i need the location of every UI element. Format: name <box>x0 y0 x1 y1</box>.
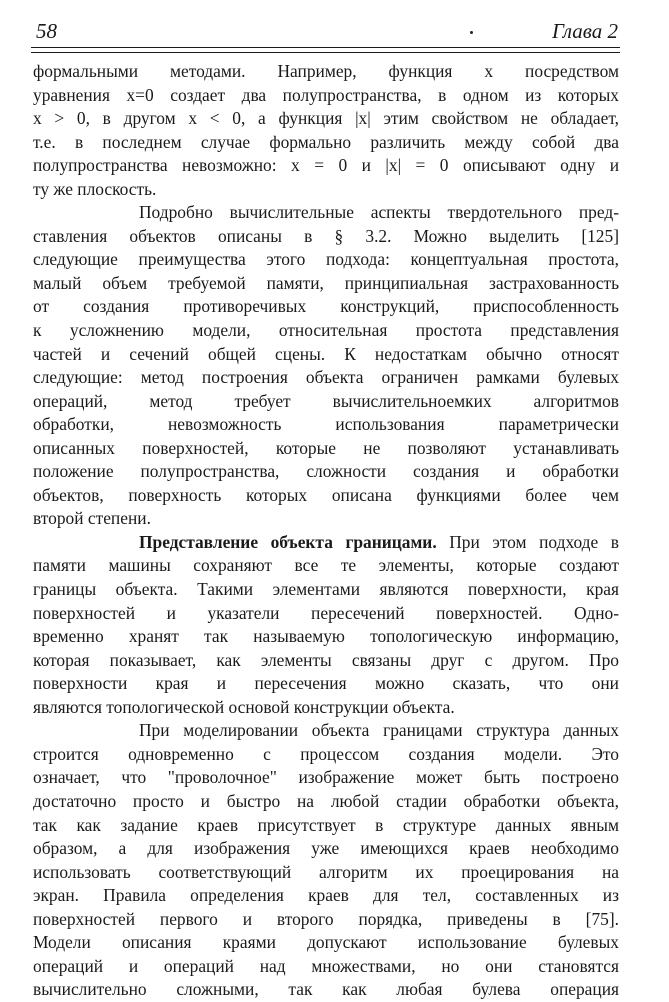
text-line <box>33 178 619 202</box>
text-line-content: При моделировании объекта границами структура данных <box>139 720 619 741</box>
text-line-content: ту же плоскость. <box>33 178 157 199</box>
text-line-content: так как задание краев присутствует в структуре данных явным <box>33 814 619 835</box>
text-line-content: операций и операций над множествами, но они становятся <box>33 955 619 976</box>
text-line <box>33 978 619 1002</box>
text-line <box>33 554 619 578</box>
text-line-content: достаточно просто и быстро на любой стадии обработки объекта, <box>33 790 619 811</box>
header-dot <box>470 31 473 34</box>
text-line-content: ставления объектов описаны в § 3.2. Можно выделить [125] <box>33 225 619 246</box>
text-line <box>33 60 619 84</box>
text-line <box>33 295 619 319</box>
text-line <box>33 413 619 437</box>
text-line-content: второй степени. <box>33 508 151 529</box>
text-line <box>33 225 619 249</box>
text-line <box>33 743 619 767</box>
section-run-in-heading: Представление объекта границами. <box>139 531 437 552</box>
text-line <box>33 625 619 649</box>
text-line <box>33 366 619 390</box>
text-line-content: следующие преимущества этого подхода: концептуальная простота, <box>33 249 619 270</box>
text-line-content: обработки, невозможность использования параметрически <box>33 414 619 435</box>
text-line <box>33 484 619 508</box>
text-line <box>33 343 619 367</box>
text-line-content: положение полупространства, сложности создания и обработки <box>33 461 619 482</box>
text-line <box>33 390 619 414</box>
text-line <box>33 460 619 484</box>
running-header <box>36 18 618 44</box>
text-line <box>33 955 619 979</box>
text-line-content: x > 0, в другом x < 0, а функция |x| этим свойством не обладает, <box>33 108 619 129</box>
text-line-content: означает, что "проволочное" изображение может быть построено <box>33 767 619 788</box>
text-line-content: малый объем требуемой памяти, принципиальная застрахованность <box>33 272 619 293</box>
text-line-content: объектов, поверхность которых описана функциями более чем <box>33 484 619 505</box>
text-line <box>33 154 619 178</box>
text-line-content: строится одновременно с процессом создания модели. Это <box>33 743 619 764</box>
page-number: 58 <box>36 19 57 43</box>
text-line-content: являются топологической основой конструкции объекта. <box>33 696 455 717</box>
text-line <box>33 790 619 814</box>
text-line <box>33 931 619 955</box>
text-line <box>33 766 619 790</box>
text-line <box>33 719 619 743</box>
text-line-content: При этом подходе в <box>436 531 619 552</box>
text-line-content: уравнения x=0 создает два полупространства, в одном из которых <box>33 84 619 105</box>
text-line <box>33 201 619 225</box>
text-line-content: следующие: метод построения объекта ограничен рамками булевых <box>33 367 619 388</box>
text-line <box>33 861 619 885</box>
text-line <box>33 908 619 932</box>
text-line <box>33 578 619 602</box>
text-line <box>33 649 619 673</box>
text-line-content: частей и сечений общей сцены. К недостаткам обычно относят <box>33 343 619 364</box>
text-line-content: поверхности края и пересечения можно сказать, что они <box>33 673 619 694</box>
text-line-content: полупространства невозможно: x = 0 и |x| = 0 описывают одну и <box>33 155 619 176</box>
text-line <box>33 107 619 131</box>
text-line-content: Модели описания краями допускают использование булевых <box>33 932 619 953</box>
text-line-content: поверхностей и указатели пересечений поверхностей. Одно- <box>33 602 619 623</box>
text-line-content: Подробно вычислительные аспекты твердотельного пред- <box>139 202 619 223</box>
text-line-content: временно хранят так называемую топологическую информацию, <box>33 626 619 647</box>
text-line <box>33 131 619 155</box>
text-line <box>33 272 619 296</box>
text-line-content: поверхностей первого и второго порядка, приведены в [75]. <box>33 908 619 929</box>
text-line <box>33 437 619 461</box>
chapter-title: Глава 2 <box>552 19 618 43</box>
text-line-content: использовать соответствующий алгоритм их проецирования на <box>33 861 619 882</box>
text-line <box>33 602 619 626</box>
text-line <box>33 837 619 861</box>
text-line-content: описанных поверхностей, которые не позволяют устанавливать <box>33 437 619 458</box>
text-line-content: границы объекта. Такими элементами являются поверхности, края <box>33 579 619 600</box>
text-line-content: операций, метод требует вычислительноемких алгоритмов <box>33 390 619 411</box>
text-line <box>33 531 619 555</box>
text-line-content: образом, а для изображения уже имеющихся краев необходимо <box>33 838 619 859</box>
text-line <box>33 507 619 531</box>
text-line-content: формальными методами. Например, функция x посредством <box>33 61 619 81</box>
text-line <box>33 814 619 838</box>
text-line <box>33 84 619 108</box>
text-line-content: экран. Правила определения краев для тел, составленных из <box>33 885 619 906</box>
text-line-content: к усложнению модели, относительная простота представления <box>33 320 619 341</box>
text-line <box>33 696 619 720</box>
text-line-content: памяти машины сохраняют все те элементы, которые создают <box>33 555 619 576</box>
text-line-content: которая показывает, как элементы связаны друг с другом. Про <box>33 649 619 670</box>
text-line-content: вычислительно сложными, так как любая булева операция <box>33 979 619 1000</box>
text-line <box>33 248 619 272</box>
text-line <box>33 884 619 908</box>
text-line-content: от создания противоречивых конструкций, приспособленность <box>33 296 619 317</box>
text-line <box>33 319 619 343</box>
text-line <box>33 672 619 696</box>
body-text <box>33 60 619 1002</box>
text-line-content: т.е. в последнем случае формально различить между собой два <box>33 131 619 152</box>
header-double-rule <box>31 47 620 53</box>
